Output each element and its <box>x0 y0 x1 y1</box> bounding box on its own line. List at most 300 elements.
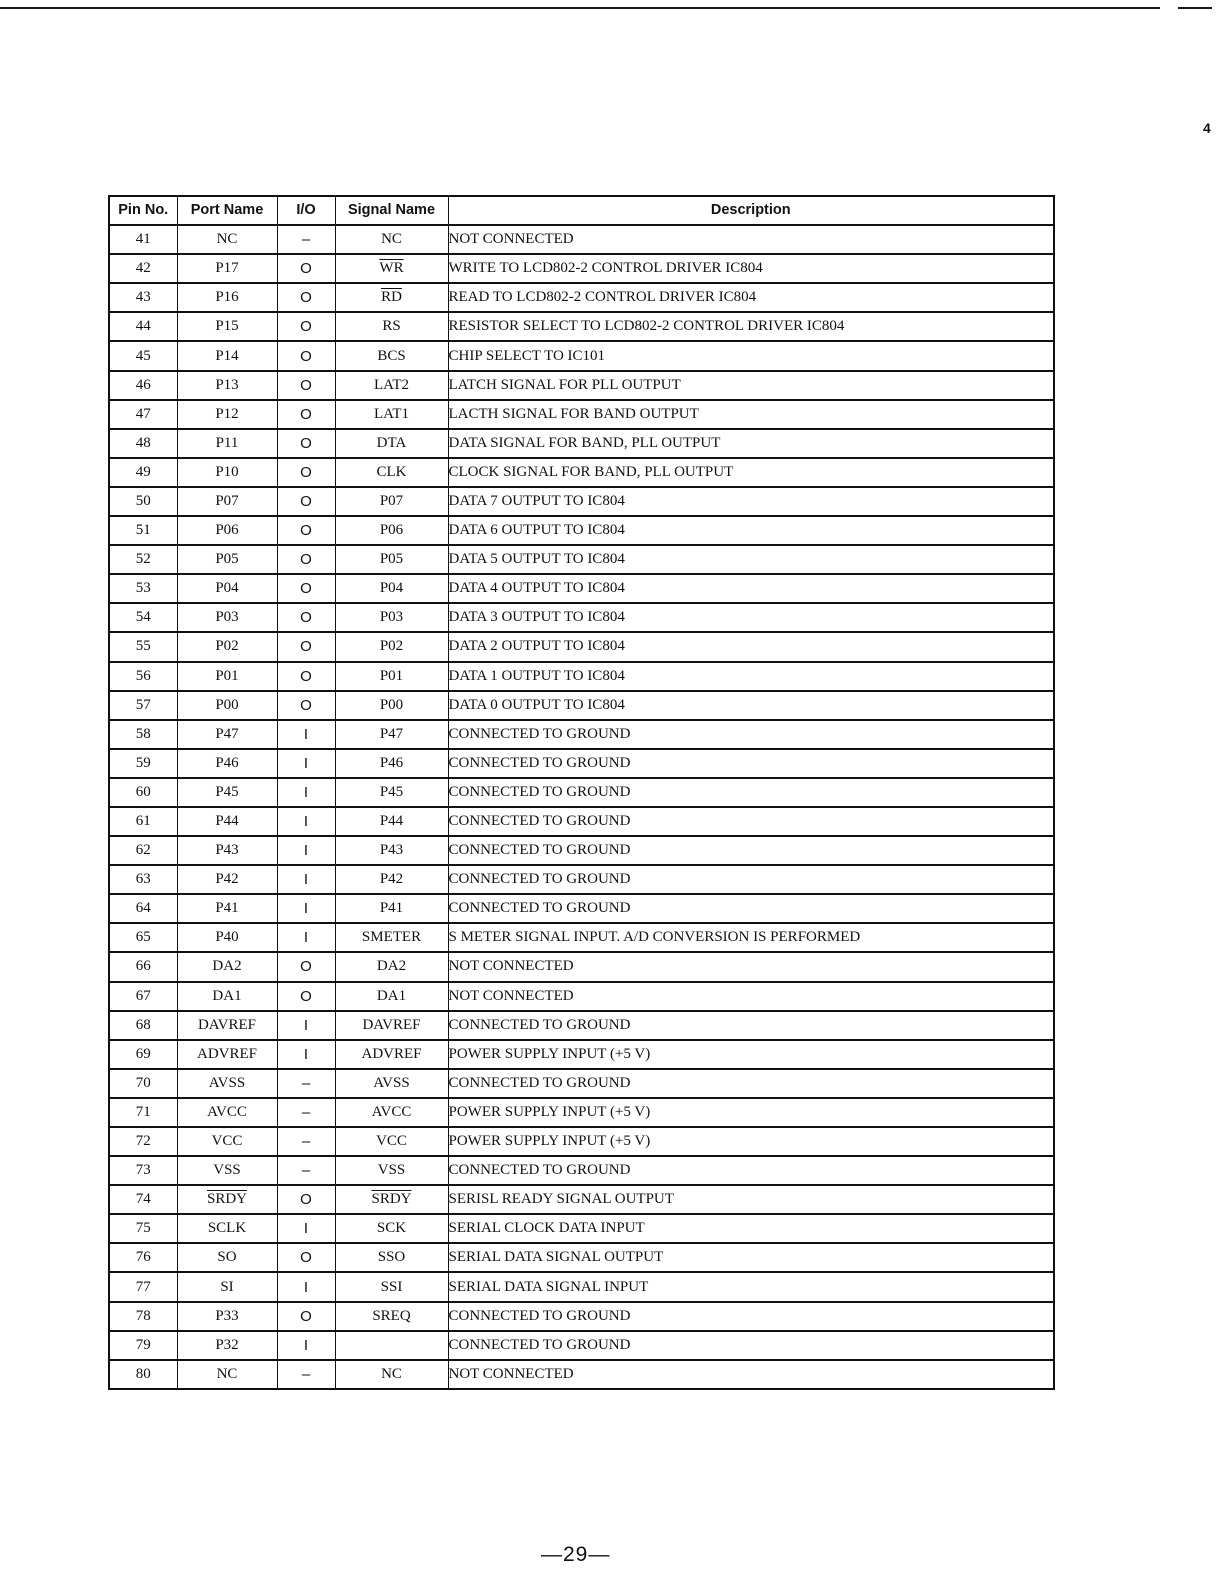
pin-no-cell-text: 52 <box>135 551 151 568</box>
description-cell <box>448 1127 1054 1156</box>
port-name-cell <box>177 749 277 778</box>
description-cell <box>448 923 1054 952</box>
signal-name-cell-text: DTA <box>376 434 407 451</box>
pin-no-cell-text: 41 <box>135 231 151 248</box>
signal-name-cell <box>335 341 448 370</box>
io-cell-text: O <box>300 376 312 394</box>
io-cell-text: O <box>300 638 312 656</box>
description-cell <box>448 982 1054 1011</box>
pin-no-cell-text: 51 <box>135 522 151 539</box>
signal-name-cell <box>335 923 448 952</box>
port-name-cell-text: P14 <box>215 347 239 364</box>
io-cell <box>277 894 335 923</box>
pin-no-cell <box>109 1156 177 1185</box>
pin-no-cell-text: 75 <box>135 1220 151 1237</box>
io-cell-text: O <box>300 609 312 627</box>
description-cell-text: CONNECTED TO GROUND <box>448 813 631 830</box>
table-row <box>109 1331 1054 1360</box>
pin-no-cell <box>109 1360 177 1389</box>
port-name-cell-text: P46 <box>215 754 239 771</box>
port-name-cell <box>177 923 277 952</box>
signal-name-cell-text: AVSS <box>373 1074 410 1091</box>
port-name-cell <box>177 487 277 516</box>
pin-no-cell-text: 50 <box>135 492 151 509</box>
io-cell-text: – <box>301 1074 311 1092</box>
pin-no-cell <box>109 429 177 458</box>
table-row <box>109 1185 1054 1214</box>
io-cell-text: O <box>300 289 312 307</box>
pin-no-cell-text: 76 <box>135 1249 151 1266</box>
port-name-cell-text: NC <box>216 231 238 248</box>
io-cell-text: O <box>300 492 312 510</box>
signal-name-cell-text: AVCC <box>371 1103 412 1120</box>
io-cell <box>277 487 335 516</box>
port-name-cell-text: DAVREF <box>197 1016 257 1033</box>
port-name-cell-text: P10 <box>215 463 239 480</box>
description-cell <box>448 254 1054 283</box>
pin-no-cell-text: 74 <box>135 1191 151 1208</box>
description-cell-text: DATA SIGNAL FOR BAND, PLL OUTPUT <box>448 434 721 451</box>
description-cell <box>448 662 1054 691</box>
pin-no-cell <box>109 778 177 807</box>
description-cell-text: SERISL READY SIGNAL OUTPUT <box>448 1191 674 1208</box>
io-cell-text: O <box>300 318 312 336</box>
io-cell <box>277 341 335 370</box>
table-row <box>109 458 1054 487</box>
pin-no-cell <box>109 400 177 429</box>
port-name-cell-text: P40 <box>215 929 239 946</box>
port-name-cell-text: VCC <box>211 1133 243 1150</box>
signal-name-cell-text: P04 <box>379 580 404 597</box>
port-name-cell-text: P13 <box>215 376 239 393</box>
signal-name-cell-text: NC <box>381 231 402 248</box>
description-cell-text: CLOCK SIGNAL FOR BAND, PLL OUTPUT <box>448 463 734 480</box>
pin-no-cell <box>109 574 177 603</box>
description-cell <box>448 458 1054 487</box>
description-cell <box>448 545 1054 574</box>
io-cell <box>277 1156 335 1185</box>
pin-no-cell <box>109 749 177 778</box>
port-name-cell-text: P17 <box>215 260 239 277</box>
signal-name-cell <box>335 807 448 836</box>
description-cell-text: CONNECTED TO GROUND <box>448 1016 631 1033</box>
signal-name-cell-text: P46 <box>379 754 404 771</box>
io-cell-text: O <box>300 958 312 976</box>
port-name-cell-text: P07 <box>215 492 239 509</box>
signal-name-cell <box>335 691 448 720</box>
description-cell-text: DATA 1 OUTPUT TO IC804 <box>448 667 625 684</box>
description-cell-text: POWER SUPPLY INPUT (+5 V) <box>448 1103 651 1120</box>
table-row <box>109 516 1054 545</box>
signal-name-cell <box>335 458 448 487</box>
description-cell <box>448 1360 1054 1389</box>
pin-no-cell <box>109 982 177 1011</box>
io-cell <box>277 1127 335 1156</box>
top-rule <box>0 7 1160 9</box>
pin-no-cell-text: 65 <box>135 929 151 946</box>
description-cell <box>448 1011 1054 1040</box>
description-cell-text: CONNECTED TO GROUND <box>448 842 631 859</box>
port-name-cell-text: ADVREF <box>196 1045 257 1062</box>
io-cell <box>277 662 335 691</box>
port-name-cell <box>177 429 277 458</box>
port-name-cell-text: P42 <box>215 871 239 888</box>
io-cell-text: O <box>300 347 312 365</box>
signal-name-cell-text: $\overline{RD}$ <box>381 289 402 306</box>
pin-no-cell-text: 63 <box>135 871 151 888</box>
io-cell-text: I <box>303 1220 309 1238</box>
signal-name-cell <box>335 865 448 894</box>
io-cell-text: I <box>303 1045 309 1063</box>
io-cell <box>277 516 335 545</box>
pin-no-cell <box>109 1214 177 1243</box>
pin-no-cell <box>109 603 177 632</box>
description-cell-text: CONNECTED TO GROUND <box>448 725 631 742</box>
description-cell <box>448 603 1054 632</box>
pin-no-cell <box>109 545 177 574</box>
port-name-cell-text: P11 <box>215 434 239 451</box>
port-name-cell-text: P05 <box>215 551 239 568</box>
signal-name-cell <box>335 1331 448 1360</box>
signal-name-cell <box>335 982 448 1011</box>
io-cell <box>277 778 335 807</box>
io-cell <box>277 1069 335 1098</box>
header-description: Description <box>448 196 1054 225</box>
description-cell-text: NOT CONNECTED <box>448 231 574 248</box>
table-row <box>109 225 1054 254</box>
io-cell <box>277 1040 335 1069</box>
pin-no-cell-text: 67 <box>135 987 151 1004</box>
io-cell <box>277 371 335 400</box>
io-cell <box>277 1331 335 1360</box>
signal-name-cell <box>335 1127 448 1156</box>
signal-name-cell <box>335 894 448 923</box>
port-name-cell <box>177 545 277 574</box>
table-row <box>109 487 1054 516</box>
pin-no-cell-text: 70 <box>135 1074 151 1091</box>
table-row <box>109 691 1054 720</box>
port-name-cell <box>177 836 277 865</box>
table-row <box>109 1214 1054 1243</box>
io-cell <box>277 1302 335 1331</box>
signal-name-cell <box>335 1243 448 1272</box>
description-cell <box>448 691 1054 720</box>
table-row <box>109 865 1054 894</box>
port-name-cell-text: AVCC <box>207 1103 247 1120</box>
table-row <box>109 371 1054 400</box>
signal-name-cell-text: P03 <box>379 609 404 626</box>
signal-name-cell-text: SCK <box>376 1220 407 1237</box>
description-cell <box>448 749 1054 778</box>
description-cell-text: RESISTOR SELECT TO LCD802-2 CONTROL DRIVER IC804 <box>448 318 845 335</box>
io-cell <box>277 952 335 981</box>
signal-name-cell <box>335 749 448 778</box>
signal-name-cell-text: LAT2 <box>374 376 409 393</box>
port-name-cell-text: P01 <box>215 667 239 684</box>
signal-name-cell <box>335 545 448 574</box>
io-cell-text: O <box>300 1249 312 1267</box>
description-cell <box>448 807 1054 836</box>
pin-no-cell-text: 77 <box>135 1278 151 1295</box>
table-row <box>109 662 1054 691</box>
io-cell <box>277 836 335 865</box>
io-cell-text: I <box>303 871 309 889</box>
port-name-cell-text: P33 <box>215 1307 239 1324</box>
description-cell <box>448 720 1054 749</box>
port-name-cell <box>177 225 277 254</box>
description-cell <box>448 1272 1054 1301</box>
port-name-cell <box>177 1272 277 1301</box>
io-cell-text: I <box>303 783 309 801</box>
signal-name-cell-text: P07 <box>379 492 404 509</box>
signal-name-cell <box>335 400 448 429</box>
io-cell <box>277 923 335 952</box>
table-row <box>109 1243 1054 1272</box>
port-name-cell <box>177 1214 277 1243</box>
description-cell-text: CONNECTED TO GROUND <box>448 1307 631 1324</box>
signal-name-cell <box>335 225 448 254</box>
port-name-cell <box>177 1040 277 1069</box>
io-cell-text: I <box>303 900 309 918</box>
signal-name-cell <box>335 516 448 545</box>
io-cell <box>277 545 335 574</box>
description-cell <box>448 1214 1054 1243</box>
port-name-cell-text: P02 <box>215 638 239 655</box>
signal-name-cell <box>335 778 448 807</box>
pin-no-cell-text: 57 <box>135 696 151 713</box>
port-name-cell <box>177 691 277 720</box>
signal-name-cell <box>335 1214 448 1243</box>
io-cell-text: I <box>303 813 309 831</box>
table-row <box>109 1069 1054 1098</box>
pin-no-cell <box>109 952 177 981</box>
io-cell <box>277 1272 335 1301</box>
io-cell-text: I <box>303 929 309 947</box>
signal-name-cell-text: P45 <box>379 783 404 800</box>
table-row <box>109 1302 1054 1331</box>
io-cell <box>277 574 335 603</box>
table-row <box>109 894 1054 923</box>
description-cell-text: CONNECTED TO GROUND <box>448 1336 631 1353</box>
signal-name-cell-text: BCS <box>377 347 406 364</box>
signal-name-cell-text: P00 <box>379 696 404 713</box>
io-cell-text: I <box>303 842 309 860</box>
signal-name-cell-text: $\overline{WR}$ <box>379 260 404 277</box>
signal-name-cell-text: DAVREF <box>362 1016 421 1033</box>
io-cell <box>277 1214 335 1243</box>
description-cell <box>448 574 1054 603</box>
io-cell-text: O <box>300 987 312 1005</box>
port-name-cell <box>177 982 277 1011</box>
signal-name-cell-text: SSO <box>377 1249 406 1266</box>
pin-no-cell <box>109 836 177 865</box>
table-row <box>109 400 1054 429</box>
io-cell <box>277 400 335 429</box>
pin-no-cell-text: 66 <box>135 958 151 975</box>
description-cell-text: CONNECTED TO GROUND <box>448 754 631 771</box>
signal-name-cell <box>335 603 448 632</box>
io-cell-text: O <box>300 405 312 423</box>
table-row <box>109 1127 1054 1156</box>
signal-name-cell-text: P05 <box>379 551 404 568</box>
port-name-cell-text: P32 <box>215 1336 239 1353</box>
io-cell-text: I <box>303 1278 309 1296</box>
signal-name-cell <box>335 836 448 865</box>
io-cell <box>277 749 335 778</box>
port-name-cell-text: P45 <box>215 783 239 800</box>
io-cell <box>277 807 335 836</box>
pin-no-cell-text: 55 <box>135 638 151 655</box>
port-name-cell <box>177 574 277 603</box>
io-cell-text: O <box>300 696 312 714</box>
signal-name-cell-text: P02 <box>379 638 404 655</box>
table-row <box>109 1011 1054 1040</box>
description-cell-text: POWER SUPPLY INPUT (+5 V) <box>448 1045 651 1062</box>
io-cell-text: I <box>303 754 309 772</box>
signal-name-cell-text: P43 <box>379 842 404 859</box>
io-cell-text: O <box>300 580 312 598</box>
pin-no-cell-text: 68 <box>135 1016 151 1033</box>
port-name-cell <box>177 400 277 429</box>
port-name-cell-text: DA1 <box>212 987 242 1004</box>
port-name-cell-text: SI <box>220 1278 234 1295</box>
table-row <box>109 923 1054 952</box>
signal-name-cell-text: P42 <box>379 871 404 888</box>
pin-no-cell-text: 44 <box>135 318 151 335</box>
signal-name-cell <box>335 952 448 981</box>
port-name-cell-text: P12 <box>215 405 239 422</box>
signal-name-cell-text: DA1 <box>376 987 407 1004</box>
io-cell <box>277 254 335 283</box>
pin-no-cell <box>109 865 177 894</box>
port-name-cell-text: P44 <box>215 813 239 830</box>
table-row <box>109 574 1054 603</box>
description-cell-text: NOT CONNECTED <box>448 958 574 975</box>
port-name-cell-text: P00 <box>215 696 239 713</box>
io-cell-text: O <box>300 434 312 452</box>
io-cell <box>277 458 335 487</box>
description-cell-text: DATA 3 OUTPUT TO IC804 <box>448 609 625 626</box>
port-name-cell-text: P06 <box>215 522 239 539</box>
port-name-cell <box>177 778 277 807</box>
io-cell <box>277 1011 335 1040</box>
description-cell <box>448 632 1054 661</box>
table-row <box>109 749 1054 778</box>
table-row <box>109 312 1054 341</box>
pin-no-cell-text: 56 <box>135 667 151 684</box>
description-cell <box>448 429 1054 458</box>
table-row <box>109 341 1054 370</box>
io-cell <box>277 1360 335 1389</box>
io-cell-text: I <box>303 1336 309 1354</box>
signal-name-cell-text: DA2 <box>376 958 407 975</box>
port-name-cell <box>177 1011 277 1040</box>
port-name-cell <box>177 1360 277 1389</box>
io-cell <box>277 1243 335 1272</box>
description-cell-text: POWER SUPPLY INPUT (+5 V) <box>448 1133 651 1150</box>
pin-no-cell <box>109 1185 177 1214</box>
description-cell-text: LACTH SIGNAL FOR BAND OUTPUT <box>448 405 699 422</box>
pin-no-cell <box>109 894 177 923</box>
table-row <box>109 778 1054 807</box>
description-cell <box>448 1185 1054 1214</box>
signal-name-cell <box>335 1156 448 1185</box>
signal-name-cell-text: RS <box>382 318 401 335</box>
pin-no-cell-text: 71 <box>135 1103 151 1120</box>
pin-no-cell <box>109 1302 177 1331</box>
io-cell <box>277 865 335 894</box>
top-rule-end <box>1178 7 1212 9</box>
pin-no-cell <box>109 225 177 254</box>
description-cell <box>448 1243 1054 1272</box>
table-row <box>109 1360 1054 1389</box>
io-cell-text: O <box>300 667 312 685</box>
pin-no-cell-text: 69 <box>135 1045 151 1062</box>
port-name-cell <box>177 603 277 632</box>
signal-name-cell <box>335 312 448 341</box>
description-cell <box>448 1098 1054 1127</box>
io-cell-text: O <box>300 551 312 569</box>
description-cell <box>448 1040 1054 1069</box>
pin-no-cell <box>109 1331 177 1360</box>
pin-no-cell <box>109 1127 177 1156</box>
pin-no-cell-text: 78 <box>135 1307 151 1324</box>
signal-name-cell <box>335 632 448 661</box>
port-name-cell-text: SO <box>217 1249 237 1266</box>
io-cell-text: I <box>303 725 309 743</box>
port-name-cell-text: P15 <box>215 318 239 335</box>
description-cell-text: DATA 2 OUTPUT TO IC804 <box>448 638 625 655</box>
port-name-cell-text: SRDY <box>206 1191 247 1208</box>
port-name-cell-text: P43 <box>215 842 239 859</box>
io-cell <box>277 225 335 254</box>
port-name-cell <box>177 662 277 691</box>
signal-name-cell <box>335 574 448 603</box>
port-name-cell-text: SCLK <box>207 1220 247 1237</box>
description-cell-text: S METER SIGNAL INPUT. A/D CONVERSION IS PERFORMED <box>448 929 861 946</box>
io-cell <box>277 429 335 458</box>
port-name-cell <box>177 341 277 370</box>
description-cell <box>448 1156 1054 1185</box>
description-cell-text: LATCH SIGNAL FOR PLL OUTPUT <box>448 376 681 393</box>
table-row <box>109 952 1054 981</box>
pin-no-cell <box>109 1272 177 1301</box>
pin-no-cell-text: 72 <box>135 1133 151 1150</box>
description-cell-text: CONNECTED TO GROUND <box>448 783 631 800</box>
table-row <box>109 836 1054 865</box>
description-cell <box>448 1302 1054 1331</box>
description-cell-text: NOT CONNECTED <box>448 987 574 1004</box>
io-cell <box>277 632 335 661</box>
port-name-cell <box>177 516 277 545</box>
port-name-cell-text: DA2 <box>212 958 242 975</box>
io-cell <box>277 1098 335 1127</box>
signal-name-cell-text: NC <box>381 1365 402 1382</box>
description-cell-text: SERIAL CLOCK DATA INPUT <box>448 1220 645 1237</box>
port-name-cell <box>177 1156 277 1185</box>
io-cell-text: – <box>301 1103 311 1121</box>
io-cell-text: – <box>301 1162 311 1180</box>
pin-no-cell <box>109 371 177 400</box>
header-pin-no: Pin No. <box>109 196 177 225</box>
port-name-cell-text: P47 <box>215 725 239 742</box>
port-name-cell <box>177 894 277 923</box>
signal-name-cell <box>335 1098 448 1127</box>
table-row <box>109 807 1054 836</box>
pin-description-table <box>108 195 1055 1390</box>
port-name-cell <box>177 1302 277 1331</box>
description-cell <box>448 341 1054 370</box>
